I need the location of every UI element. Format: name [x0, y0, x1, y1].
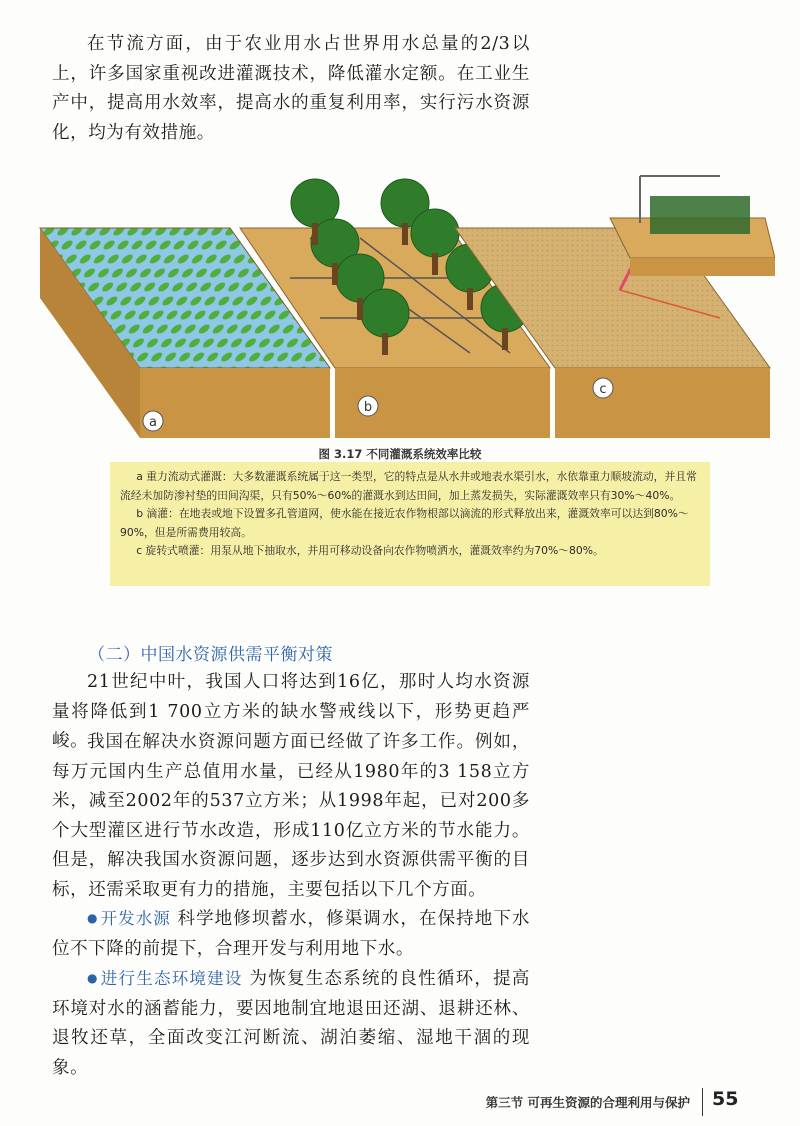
- section-heading: （二）中国水资源供需平衡对策: [88, 645, 333, 665]
- page-number: 55: [712, 1088, 739, 1110]
- bullet-text: 为恢复生态系统的良性循环，提高环境对水的涵蓄能力，要因地制宜地退田还湖、退耕还林、退牧还草，全面改变江河断流、湖泊萎缩、湿地干涸的现象。: [52, 969, 530, 1078]
- irrigation-comparison-figure: [30, 168, 775, 446]
- paragraph-measures: 我国在解决水资源问题方面已经做了许多工作。例如，每万元国内生产总值用水量，已经从1980年的3 158立方米，减至2002年的537立方米；从1998年起，已对200多个大型灌区进行节水改造，形成110亿立方米的节水能力。但是，解决我国水资源问题，逐步达到水资源供需平衡的目标，还需采取更有力的措施，主要包括以下几个方面。: [52, 732, 530, 900]
- panel-label-a-text: a: [149, 415, 157, 430]
- footer-section-title: 第三节 可再生资源的合理利用与保护: [485, 1095, 690, 1110]
- paragraph-population: 21世纪中叶，我国人口将达到16亿，那时人均水资源量将降低到1 700立方米的缺水警戒线以下，形势更趋严峻。: [52, 672, 530, 751]
- panel-label-b-text: b: [363, 400, 373, 415]
- bullet-heading: 进行生态环境建设: [100, 969, 243, 988]
- legend-item-c: c 旋转式喷灌：用泵从地下抽取水，并用可移动设备向农作物喷洒水，灌溉效率约为70%～80%。: [136, 544, 604, 557]
- legend-item-a: a 重力流动式灌溉：大多数灌溉系统属于这一类型，它的特点是从水井或地表水渠引水，水依靠重力顺坡流动，并且常流经未加防渗衬垫的田间沟渠，只有50%～60%的灌溉水到达田间，加上蒸发损失，实际灌溉效率只有30%～40%。: [120, 470, 697, 502]
- bullet-icon: ●: [87, 911, 99, 925]
- figure-caption: 图 3.17 不同灌溉系统效率比较: [318, 447, 482, 461]
- panel-label-c-text: c: [599, 382, 607, 397]
- bullet-ecological-construction: [52, 964, 530, 1083]
- bullet-heading: 开发水源: [100, 909, 171, 928]
- panel-label-b: [358, 396, 378, 416]
- bullet-text: 科学地修坝蓄水，修渠调水，在保持地下水位不下降的前提下，合理开发与利用地下水。: [52, 909, 530, 959]
- legend-item-b: b 滴灌：在地表或地下设置多孔管道网，使水能在接近农作物根部以滴流的形式释放出来，灌溉效率可以达到80%～90%，但是所需费用较高。: [120, 507, 689, 539]
- bullet-icon: ●: [87, 971, 99, 985]
- footer-divider: [702, 1088, 703, 1116]
- panel-label-c: [593, 378, 613, 398]
- intro-paragraph: 在节流方面，由于农业用水占世界用水总量的2/3以上，许多国家重视改进灌溉技术，降低灌水定额。在工业生产中，提高用水效率，提高水的重复利用率，实行污水资源化，均为有效措施。: [52, 34, 530, 143]
- panel-label-a: [143, 411, 163, 431]
- figure-legend-box: [110, 462, 710, 586]
- bullet-develop-water-source: [52, 904, 530, 964]
